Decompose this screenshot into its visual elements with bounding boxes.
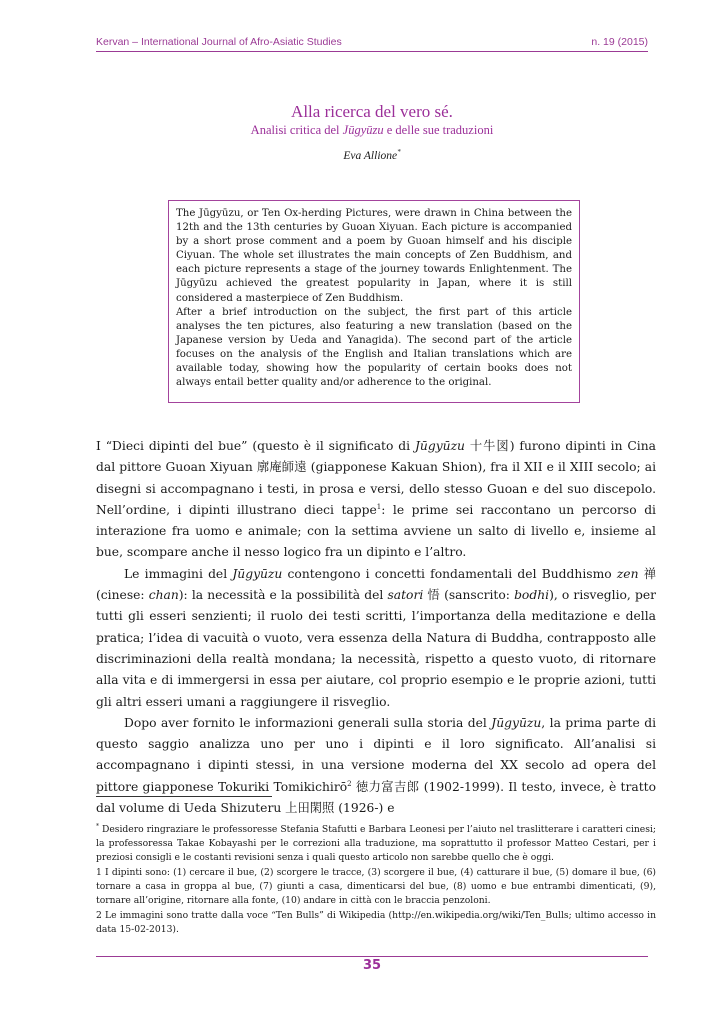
italic-run: bodhi <box>514 588 550 603</box>
page-number: 35 <box>362 958 382 973</box>
italic-run: zen <box>616 566 639 581</box>
footnote-ref-2[interactable]: 2 <box>347 779 352 788</box>
footer-rule <box>96 956 648 957</box>
author-footnote-mark: * <box>397 148 401 156</box>
text-run: Dopo aver fornito le informazioni generali sulla storia del <box>124 715 492 730</box>
subtitle-italic: Jūgyūzu <box>342 123 384 137</box>
italic-run: Jūgyūzu <box>491 715 542 730</box>
body-paragraph-2 <box>96 564 656 713</box>
text-run: Le immagini del <box>124 566 233 581</box>
article-subtitle <box>96 122 648 138</box>
abstract-paragraph-1: The Jūgyūzu, or Ten Ox-herding Pictures, were drawn in China between the 12th and the 13th centuries by Guoan Xiyuan. Each picture is accompanied by a short prose comment and a poem by Guoan himself and his disciple Ciyuan. The whole set illustrates the main concepts of Zen Buddhism, and each picture represents a stage of the journey towards Enlightenment. The Jūgyūzu achieved the greatest popularity in Japan, where it is still considered a masterpiece of Zen Buddhism. <box>176 208 572 304</box>
body-paragraph-3 <box>96 713 656 819</box>
abstract-box <box>168 200 580 403</box>
text-run: : le prime sei raccontano un percorso di interazione fra uomo e animale; con la settima avviene un salto di livello e, insieme al bue, scompare anche il nesso logico fra un dipinto e l’altro. <box>96 502 656 560</box>
italic-run: Jūgyūzu <box>232 566 283 581</box>
body-text <box>96 436 656 819</box>
text-run: 悟 (sanscrito: <box>423 588 515 603</box>
abstract-paragraph-2: After a brief introduction on the subject, the first part of this article analyses the ten pictures, also featuring a new translation (based on the Japanese version by Ueda and Yanagida). The second part of the article focuses on the analysis of the English and Italian translations which are available today, showing how the popularity of certain books does not always entail better quality and/or adherence to the original. <box>176 306 572 389</box>
author-text: Eva Allione <box>343 149 398 162</box>
text-run: ), o risveglio, per tutti gli esseri senzienti; il ruolo dei testi scritti, l’importanza della meditazione e della pratica; l’idea di vacuità o vuoto, vera essenza della Natura di Buddha, contrapposto alle discriminazioni della realtà mondana; la necessità, rispetto a questo vuoto, di ritornare alla vita e di immergersi in essa per aiutare, col proprio esempio e le proprie azioni, tutti gli altri esseri umani a raggiungere il risveglio. <box>96 588 656 709</box>
title-block <box>96 102 648 162</box>
subtitle-text-2: e delle sue traduzioni <box>383 123 494 137</box>
footnote-text: Desidero ringraziare le professoresse Stefania Stafutti e Barbara Leonesi per l’aiuto nel traslitterare i caratteri cinesi; la professoressa Takae Kobayashi per le correzioni alla traduzione, ma soprattutto il professor Matteo Cestari, per i preziosi consigli e le costanti revisioni senza i quali questo articolo non sarebbe quello che è oggi. <box>96 824 656 864</box>
footnote-acknowledgement <box>96 820 656 865</box>
italic-run: Jūgyūzu <box>414 439 465 453</box>
text-run: 十牛図) furono dipinti in Cina dal pittore Guoan Xiyuan 廓庵師遠 (giapponese Kakuan Shion), fra il XII e il XIII secolo; ai disegni si accompagnano i testi, in prosa e versi, dello stesso Guoan e del suo discepolo. Nell’ordine, i dipinti illustrano dieci tappe <box>96 439 656 517</box>
text-run: 禅 (cinese: <box>96 566 657 603</box>
text-run: ): la necessità e la possibilità del <box>178 588 388 603</box>
footnote-2: 2 Le immagini sono tratte dalla voce “Ten Bulls” di Wikipedia (http://en.wikipedia.org/wiki/Ten_Bulls; ultimo accesso in data 15-02-2013). <box>96 910 656 936</box>
issue-number: n. 19 (2015) <box>591 36 648 48</box>
subtitle-text-1: Analisi critica del <box>250 123 343 137</box>
footnote-mark: * <box>96 823 99 830</box>
body-paragraph-1 <box>96 436 656 564</box>
article-title: Alla ricerca del vero sé. <box>291 102 453 121</box>
text-run: , la prima parte di questo saggio analizza uno per uno i dipinti e il loro significato. All’analisi si accompagnano i dipinti stessi, in una versione moderna del XX secolo ad opera del pittore giapponese Tokuriki Tomikichirō <box>96 715 657 794</box>
footnote-ref-1[interactable]: 1 <box>376 502 382 511</box>
footnotes <box>96 820 656 938</box>
footnote-1: 1 I dipinti sono: (1) cercare il bue, (2) scorgere le tracce, (3) scorgere il bue, (4) catturare il bue, (5) domare il bue, (6) tornare a casa in groppa al bue, (7) giunti a casa, dimenticarsi del bue, (8) uomo e bue entrambi dimenticati, (9), tornare all’origine, ritornare alla fonte, (10) andare in città con le braccia penzoloni. <box>96 867 656 907</box>
author-name <box>96 148 648 162</box>
text-run: contengono i concetti fondamentali del Buddhismo <box>282 566 617 581</box>
italic-run: satori <box>387 588 424 603</box>
running-header <box>96 36 648 52</box>
italic-run: chan <box>148 588 179 603</box>
footnote-separator <box>96 796 272 797</box>
journal-name: Kervan – International Journal of Afro-Asiatic Studies <box>96 36 342 48</box>
text-run: 徳力富吉郎 (1902-1999). Il testo, invece, è tratto dal volume di Ueda Shizuteru 上田閑照 (1926-) e <box>96 779 656 816</box>
text-run: I “Dieci dipinti del bue” (questo è il significato di <box>96 439 415 453</box>
